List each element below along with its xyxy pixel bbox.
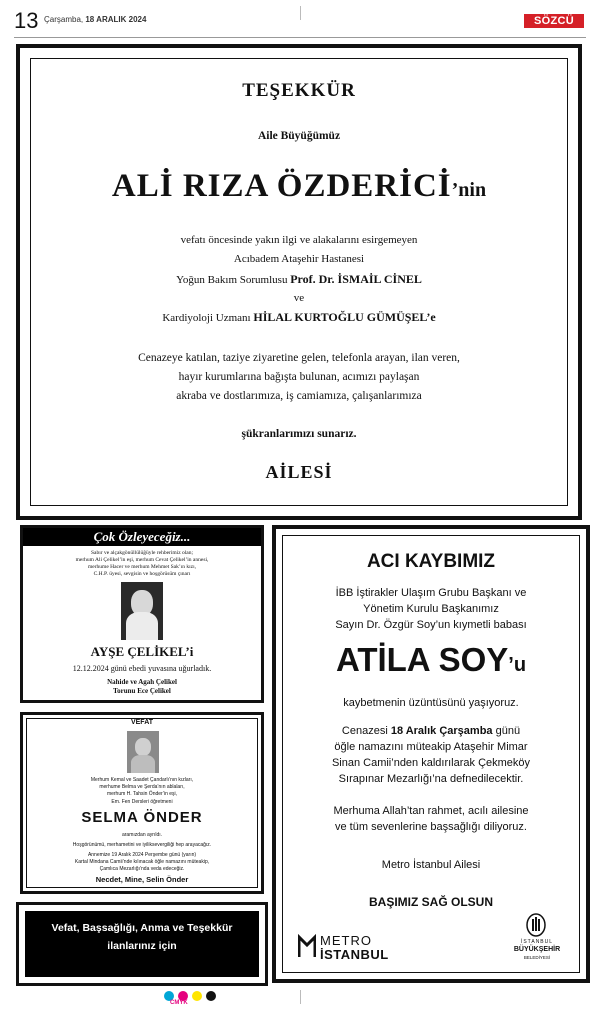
atila-closing: BAŞIMIZ SAĞ OLSUN [368,895,493,909]
selma-text2: merhume Belma ve Şerda’nın ablaları, [99,784,185,790]
atila-line10: ve tüm sevenlerine başsağlığı diliyoruz. [335,821,527,833]
ayse-text1: Sabır ve alçakgönüllülüğüyle rehberimiz olan; [90,550,194,556]
thanks-para2: hayır kurumlarına bağışta bulunan, acımızı paylaşan [178,371,420,383]
page-number: 13 [14,8,39,33]
ibb-logo-icon [526,913,546,937]
atila-name: ATİLA SOY [335,641,509,678]
selma-text8: Kartal Mindana Camii’nde kılınacak öğle namazını müteakip, [74,859,210,865]
deceased-name-line [20,168,578,205]
thanks-line3-prefix: Yoğun Bakım Sorumlusu [176,274,288,286]
selma-heading: VEFAT [130,719,154,726]
thanks-title: TEŞEKKÜR [242,80,356,101]
ayse-photo [121,582,163,640]
selma-signature: Necdet, Mine, Selin Önder [95,875,189,884]
ayse-name: AYŞE ÇELİKEL’i [90,644,194,659]
selma-text9: Çamlıca Mezarlığı’nda veda edeceğiz. [99,866,185,872]
header-rule [14,37,586,38]
cmyk-dots [160,986,220,1005]
selma-text5: aramızdan ayrıldı. [121,832,163,838]
ayse-text3: merhume Hacer ve merhum Mehmet Sak’ın kızı, [88,564,196,570]
atila-name-suffix: ’u [508,654,527,676]
atila-name-line [276,641,586,679]
ayse-banner: Çok Özleyeceğiz... [23,528,261,546]
atila-line4: kaybetmenin üzüntüsünü yaşıyoruz. [343,697,519,709]
deceased-name-suffix: ’nin [451,179,487,201]
selma-text4: Em. Fen Dersleri öğretmeni [111,799,173,805]
ayse-sign1: Nahide ve Agah Çelikel [107,678,177,686]
thanks-signature: AİLESİ [265,462,333,482]
ayse-date-line: 12.12.2024 günü ebedi yuvasına uğurladık. [72,664,212,673]
ayse-text4: C.H.P. üyesi, sevgisin ve hoşgörüsüm çınarı [93,571,191,577]
deceased-name: ALİ RIZA ÖZDERİCİ [111,168,452,204]
ayse-notice [20,525,264,703]
atila-line5-prefix: Cenazesi [341,725,388,737]
thanks-para3: akraba ve dostlarımıza, iş camiamıza, çalışanlarımıza [176,390,422,402]
selma-text1: Merhum Kemal ve Saadet Çandarlı’nın kızları, [90,777,194,783]
selma-notice [20,712,264,894]
atila-line8: Sırapınar Mezarlığı’na defnedilecektir. [338,773,524,785]
thanks-line1: vefatı öncesinde yakın ilgi ve alakalarını esirgemeyen [180,234,418,246]
thanks-para1: Cenazeye katılan, taziye ziyaretine gelen, telefonla arayan, ilan veren, [138,352,460,364]
metro-logo-icon [298,933,316,959]
yellow-dot [192,991,202,1001]
ibb-logo-text2: BÜYÜKŞEHİR [513,946,561,953]
header-day: Çarşamba, [44,15,84,24]
atila-line5-suffix: günü [495,725,521,737]
registration-mark [300,6,301,20]
thanks-gratitude: şükranlarımızı sunarız. [241,428,357,440]
atila-title: ACI KAYBIMIZ [366,551,496,572]
photo-shoulders [126,612,158,640]
atila-line7: Sinan Camii’nden kaldırılarak Çekmeköy [331,757,531,769]
cmyk-label: CMYK [170,1000,188,1006]
atila-line9: Merhuma Allah’tan rahmet, acılı ailesine [333,805,529,817]
thanks-line2: Acıbadem Ataşehir Hastanesi [233,253,365,265]
selma-photo [127,731,159,773]
ad-line1: Vefat, Başsağlığı, Anma ve Teşekkür [51,922,233,934]
atila-line2: Yönetim Kurulu Başkanımız [363,603,499,615]
registration-mark-bottom [300,990,301,1004]
header-date-value: 18 ARALIK 2024 [85,15,147,24]
thanks-subtitle: Aile Büyüğümüz [257,130,341,142]
photo-face [135,738,151,756]
atila-notice [272,525,590,983]
atila-line5 [276,725,586,737]
thanks-line5-name: HİLAL KURTOĞLU GÜMÜŞEL’e [253,310,436,324]
header-date [44,15,146,24]
selma-text3: merhum H. Tahsin Önder’in eşi, [106,791,178,797]
atila-line11: Metro İstanbul Ailesi [381,859,481,871]
sozcu-logo: SÖZCÜ [524,14,584,28]
photo-shoulders [131,755,155,773]
thanks-line3-name: Prof. Dr. İSMAİL CİNEL [290,272,422,286]
atila-line6: öğle namazını müteakip Ataşehir Mimar [334,741,528,753]
ayse-sign2: Torunu Ece Çelikel [113,687,171,695]
thanks-notice [16,44,582,520]
metro-logo-text1: METRO [320,933,372,948]
thanks-line3 [20,272,578,287]
thanks-line4: ve [293,292,305,304]
atila-line1: İBB İştirakler Ulaşım Grubu Başkanı ve [335,587,527,599]
ibb-logo-text3: BELEDİYESİ [523,955,551,960]
selma-text6: Hoşgörünümü, merhametini ve iyiliksevergiliği hep arayacağız. [72,842,212,848]
selma-name: SELMA ÖNDER [81,809,203,826]
ibb-logo-text1: İSTANBUL [520,939,554,945]
thanks-line5-prefix: Kardiyoloji Uzmanı [162,312,251,324]
ad-box-inner [25,911,259,977]
black-dot [206,991,216,1001]
atila-line5-bold: 18 Aralık Çarşamba [390,725,493,737]
metro-logo-text2: İSTANBUL [320,947,389,962]
selma-text7: Annemize 19 Aralık 2024 Perşembe günü (yarın) [87,852,197,858]
ad-line2: ilanlarınız için [107,940,177,952]
thanks-line5 [20,310,578,325]
ayse-text2: merhum Ali Çelikel’in eşi, merhum Cevat Çelikel’in annesi, [75,557,209,563]
atila-line3: Sayın Dr. Özgür Soy’un kıymetli babası [335,619,527,631]
ad-box[interactable] [16,902,268,986]
